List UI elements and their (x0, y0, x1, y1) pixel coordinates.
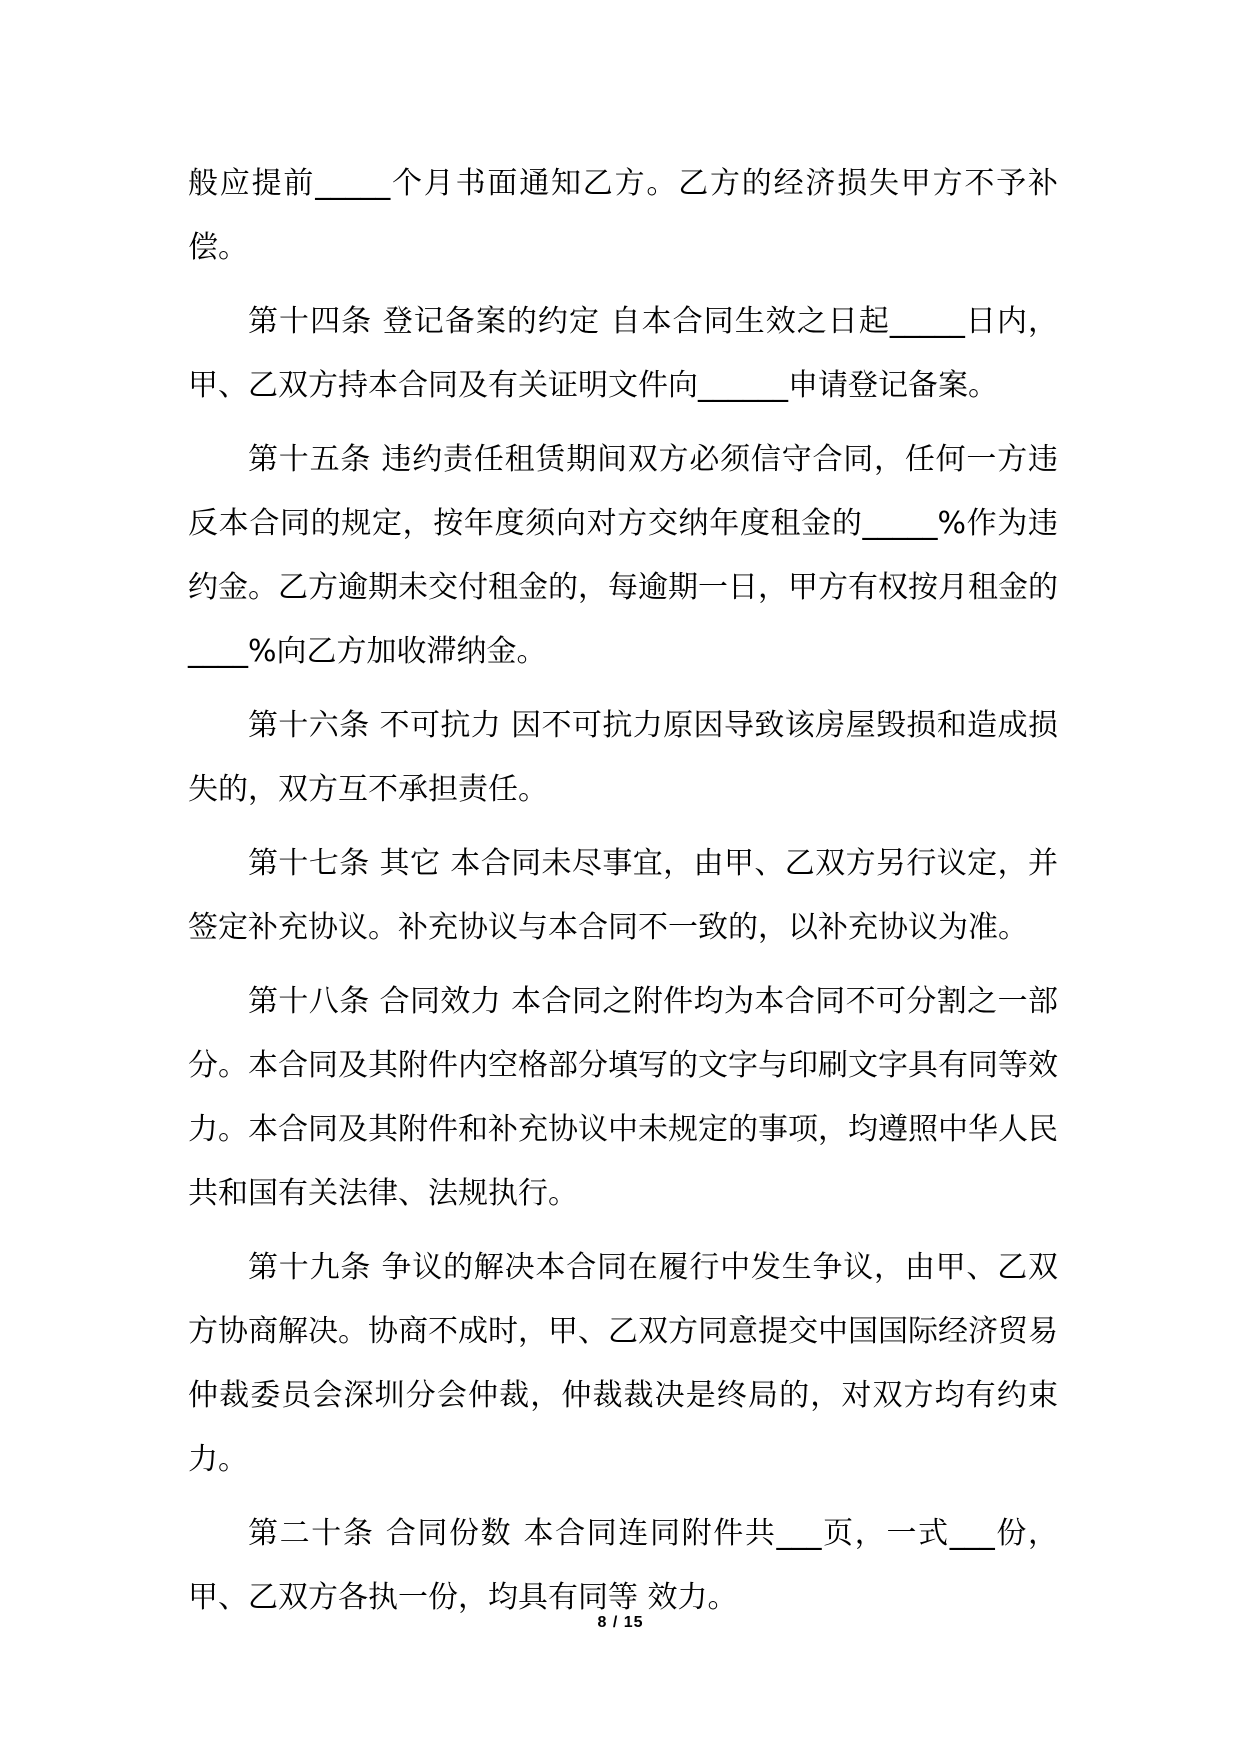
article-16: 第十六条 不可抗力 因不可抗力原因导致该房屋毁损和造成损失的，双方互不承担责任。 (188, 708, 1058, 807)
article-15: 第十五条 违约责任租赁期间双方必须信守合同，任何一方违反本合同的规定，按年度须向对方交纳年度租金的_____%作为违约金。乙方逾期未交付租金的，每逾期一日，甲方有权按月租金的____%向乙方加收滞纳金。 (188, 442, 1058, 669)
article-19: 第十九条 争议的解决本合同在履行中发生争议，由甲、乙双方协商解决。协商不成时，甲、乙双方同意提交中国国际经济贸易仲裁委员会深圳分会仲裁，仲裁裁决是终局的，对双方均有约束力。 (188, 1250, 1058, 1477)
article-17: 第十七条 其它 本合同未尽事宜，由甲、乙双方另行议定，并签定补充协议。补充协议与本合同不一致的，以补充协议为准。 (188, 846, 1058, 945)
page-number: 8 / 15 (597, 1614, 644, 1631)
document-body (188, 152, 1058, 1640)
paragraph-continuation: 般应提前_____个月书面通知乙方。乙方的经济损失甲方不予补偿。 (188, 166, 1058, 265)
article-20: 第二十条 合同份数 本合同连同附件共___页，一式___份，甲、乙双方各执一份，均具有同等 效力。 (188, 1516, 1058, 1615)
article-18: 第十八条 合同效力 本合同之附件均为本合同不可分割之一部分。本合同及其附件内空格部分填写的文字与印刷文字具有同等效力。本合同及其附件和补充协议中未规定的事项，均遵照中华人民共和国有关法律、法规执行。 (188, 984, 1058, 1211)
article-14: 第十四条 登记备案的约定 自本合同生效之日起_____日内，甲、乙双方持本合同及有关证明文件向______申请登记备案。 (188, 304, 1058, 403)
